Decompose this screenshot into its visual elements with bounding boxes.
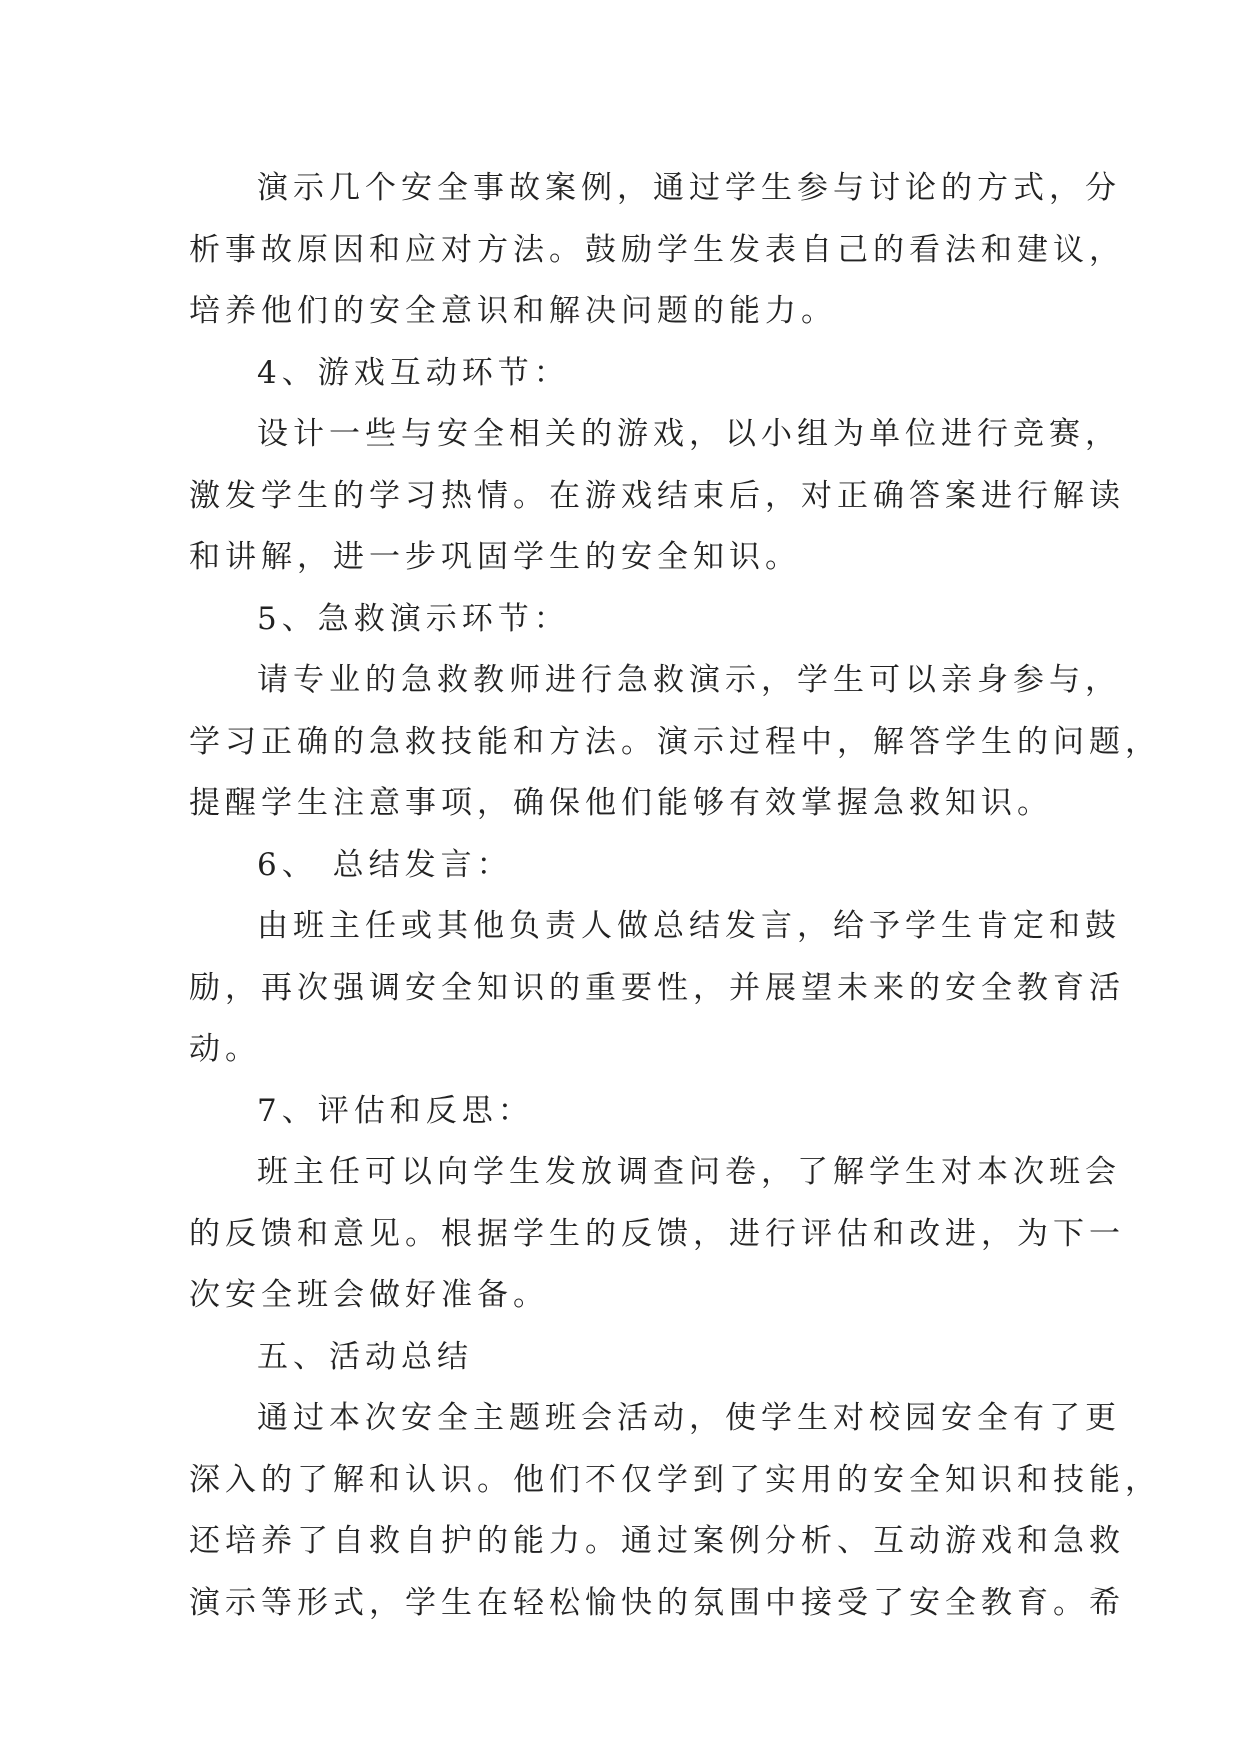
- text-line: 通过本次安全主题班会活动，使学生对校园安全有了更: [257, 1400, 1121, 1436]
- text-line: 由班主任或其他负责人做总结发言，给予学生肯定和鼓: [257, 908, 1121, 944]
- text-line: 请专业的急救教师进行急救演示，学生可以亲身参与，: [257, 662, 1121, 698]
- text-line: 5、急救演示环节：: [257, 600, 570, 637]
- text-line: 激发学生的学习热情。在游戏结束后，对正确答案进行解读: [189, 477, 1125, 514]
- text-line: 班主任可以向学生发放调查问卷，了解学生对本次班会: [257, 1154, 1121, 1190]
- text-line: 励，再次强调安全知识的重要性，并展望未来的安全教育活: [189, 969, 1125, 1006]
- text-line: 的反馈和意见。根据学生的反馈，进行评估和改进，为下一: [189, 1215, 1125, 1252]
- text-line: 4、游戏互动环节：: [257, 354, 570, 391]
- text-line: 提醒学生注意事项，确保他们能够有效掌握急救知识。: [189, 785, 1053, 821]
- text-line: 还培养了自救自护的能力。通过案例分析、互动游戏和急救: [189, 1523, 1125, 1559]
- text-line: 演示几个安全事故案例，通过学生参与讨论的方式，分: [257, 170, 1121, 206]
- text-line: 培养他们的安全意识和解决问题的能力。: [189, 293, 837, 329]
- document-body: [189, 158, 1161, 1634]
- text-line: 和讲解，进一步巩固学生的安全知识。: [189, 539, 801, 575]
- text-line: 五、活动总结: [257, 1338, 473, 1375]
- text-line: 学习正确的急救技能和方法。演示过程中，解答学生的问题，: [189, 723, 1161, 760]
- text-line: 动。: [189, 1031, 261, 1067]
- text-line: 6、 总结发言：: [257, 846, 513, 883]
- text-line: 次安全班会做好准备。: [189, 1277, 549, 1313]
- text-line: 深入的了解和认识。他们不仅学到了实用的安全知识和技能，: [189, 1461, 1161, 1498]
- text-line: 析事故原因和应对方法。鼓励学生发表自己的看法和建议，: [189, 231, 1125, 268]
- text-line: 设计一些与安全相关的游戏，以小组为单位进行竞赛，: [257, 416, 1121, 452]
- text-line: 7、评估和反思：: [257, 1092, 534, 1129]
- text-line: 演示等形式，学生在轻松愉快的氛围中接受了安全教育。希: [189, 1584, 1125, 1621]
